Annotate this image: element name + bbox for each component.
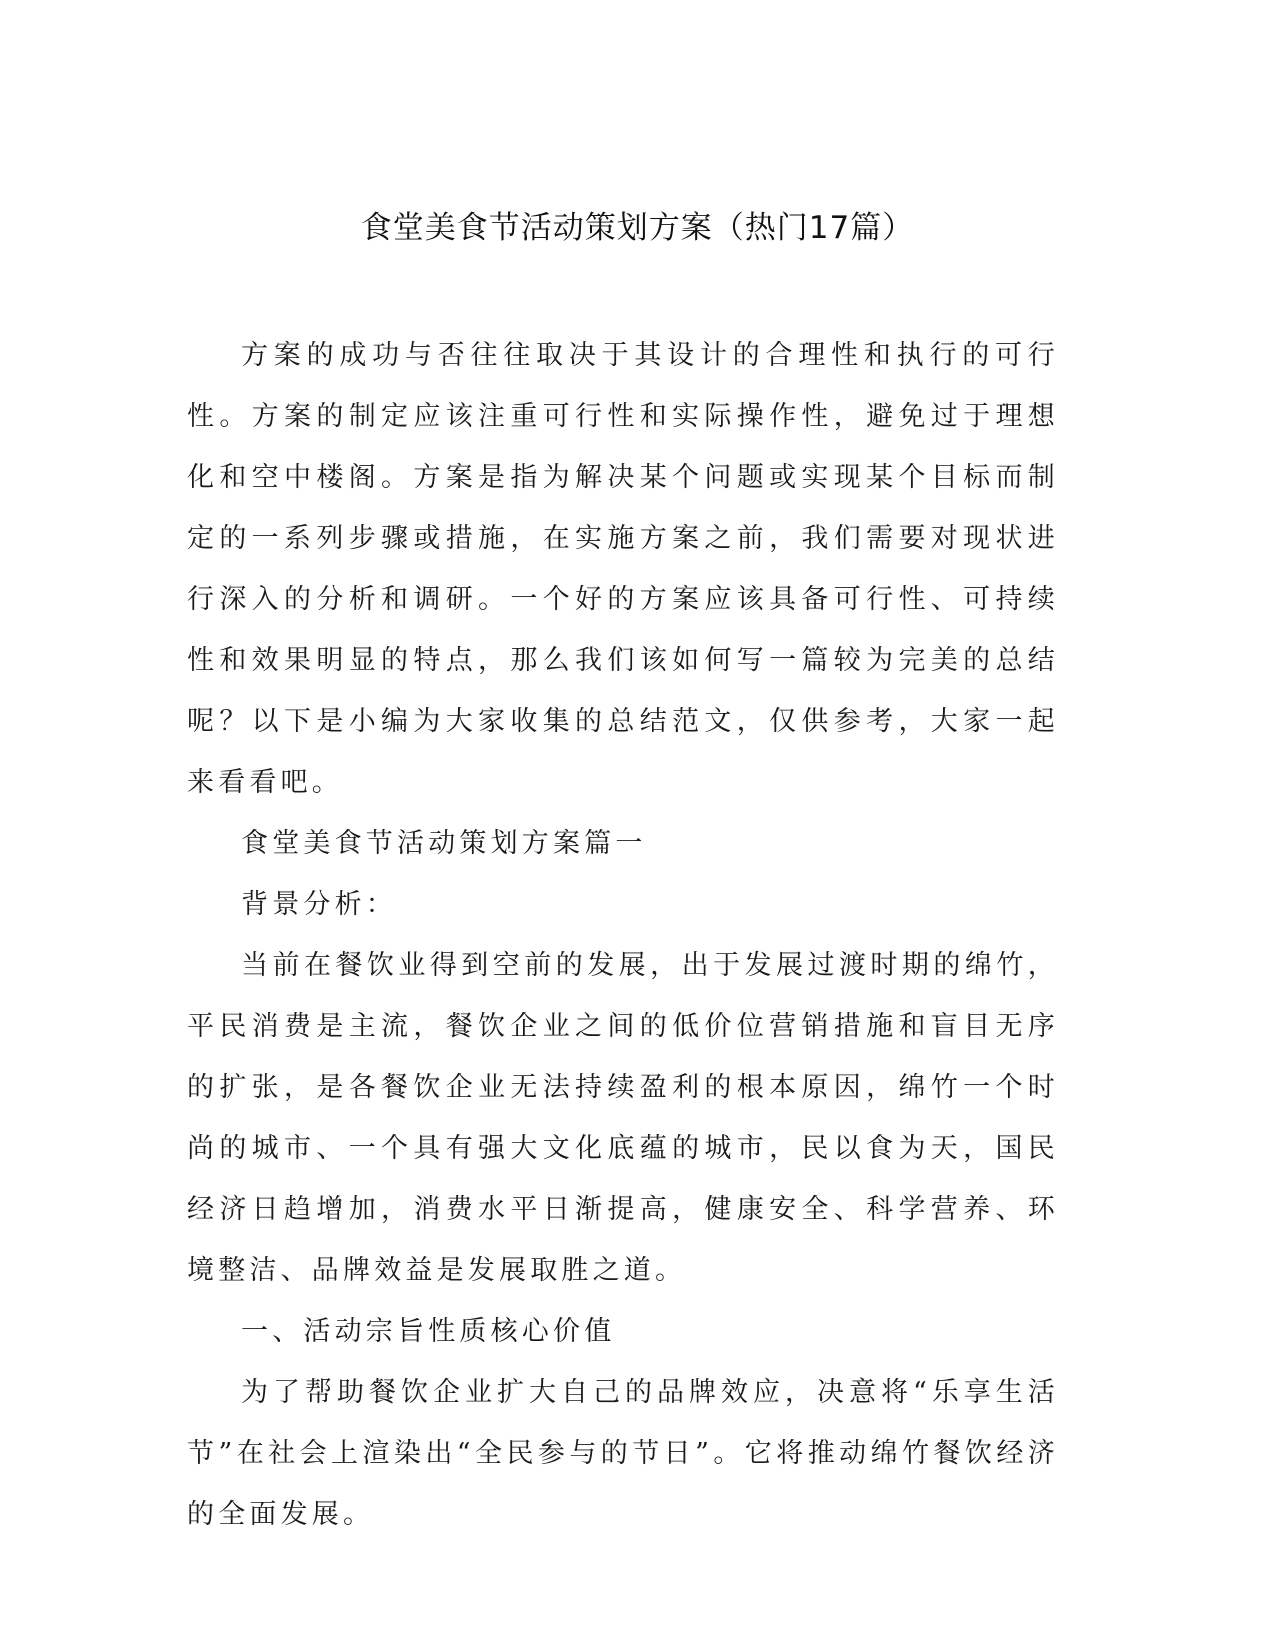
subheading-purpose: 一、活动宗旨性质核心价值 [241, 1316, 616, 1347]
document-title: 食堂美食节活动策划方案（热门17篇） [360, 210, 915, 246]
document-body [187, 325, 1059, 1545]
subheading-background: 背景分析： [241, 889, 397, 920]
intro-paragraph: 方案的成功与否往往取决于其设计的合理性和执行的可行性。方案的制定应该注重可行性和实际操作性，避免过于理想化和空中楼阁。方案是指为解决某个问题或实现某个目标而制定的一系列步骤或措施，在实施方案之前，我们需要对现状进行深入的分析和调研。一个好的方案应该具备可行性、可持续性和效果明显的特点，那么我们该如何写一篇较为完美的总结呢？以下是小编为大家收集的总结范文，仅供参考，大家一起来看看吧。 [187, 340, 1059, 798]
section-heading-part-one: 食堂美食节活动策划方案篇一 [241, 828, 647, 859]
purpose-paragraph: 为了帮助餐饮企业扩大自己的品牌效应，决意将“乐享生活节”在社会上渲染出“全民参与的节日”。它将推动绵竹餐饮经济的全面发展。 [187, 1377, 1059, 1530]
background-paragraph: 当前在餐饮业得到空前的发展，出于发展过渡时期的绵竹，平民消费是主流，餐饮企业之间的低价位营销措施和盲目无序的扩张，是各餐饮企业无法持续盈利的根本原因，绵竹一个时尚的城市、一个具有强大文化底蕴的城市，民以食为天，国民经济日趋增加，消费水平日渐提高，健康安全、科学营养、环境整洁、品牌效益是发展取胜之道。 [187, 950, 1059, 1286]
